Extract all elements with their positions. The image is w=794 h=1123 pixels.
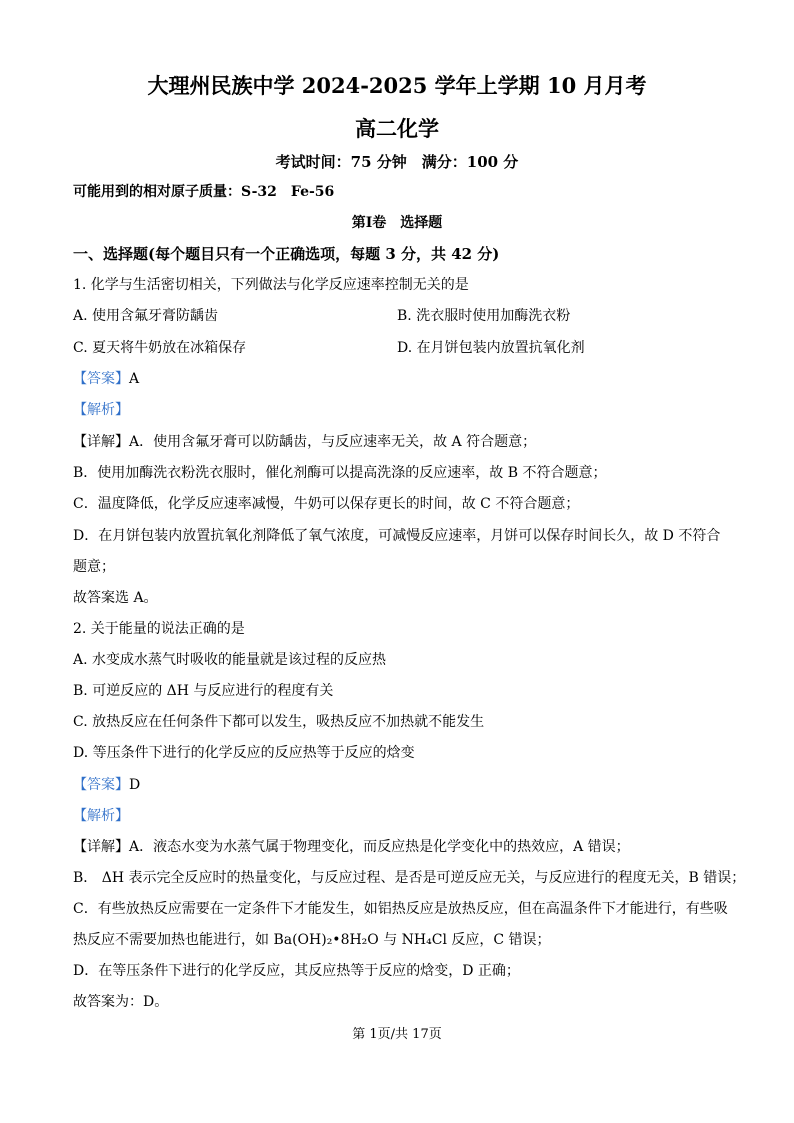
volume-title: 第Ⅰ卷 选择题: [351, 215, 443, 231]
q1-detail-d-line1: D．在月饼包装内放置抗氧化剂降低了氧气浓度，可减慢反应速率，月饼可以保存时间长久，故 D 不符合: [73, 528, 721, 544]
exam-info: 考试时间：75 分钟 满分：100 分: [275, 153, 519, 171]
q2-detail-c-line1: C．有些放热反应需要在一定条件下才能发生，如铝热反应是放热反应，但在高温条件下才能进行，有些吸: [73, 901, 728, 917]
q2-option-b: B. 可逆反应的 ΔH 与反应进行的程度有关: [73, 683, 334, 699]
detail-text: A．使用含氟牙膏可以防龋齿，与反应速率无关，故 A 符合题意；: [129, 434, 537, 450]
subject-title: 高二化学: [355, 116, 439, 141]
detail-tag: 【详解】: [73, 434, 129, 450]
q2-answer: [73, 775, 140, 795]
q1-option-b: B. 洗衣服时使用加酶洗衣粉: [397, 308, 571, 324]
page-footer: 第 1页/共 17页: [352, 1027, 442, 1042]
q1-stem: 1. 化学与生活密切相关，下列做法与化学反应速率控制无关的是: [73, 277, 469, 293]
q2-option-a: A. 水变成水蒸气时吸收的能量就是该过程的反应热: [73, 652, 387, 668]
q2-option-c: C. 放热反应在任何条件下都可以发生，吸热反应不加热就不能发生: [73, 714, 485, 730]
q2-detail-b: B． ΔH 表示完全反应时的热量变化，与反应过程、是否是可逆反应无关，与反应进行的程度无关，B 错误；: [73, 870, 746, 886]
detail-text: A．液态水变为水蒸气属于物理变化，而反应热是化学变化中的热效应，A 错误；: [129, 839, 630, 855]
section-title: 一、选择题(每个题目只有一个正确选项，每题 3 分，共 42 分): [73, 245, 500, 263]
q2-detail-a: [73, 837, 630, 857]
q1-detail-b: B．使用加酶洗衣粉洗衣服时，催化剂酶可以提高洗涤的反应速率，故 B 不符合题意；: [73, 465, 607, 481]
q1-conclusion: 故答案选 A。: [73, 590, 158, 606]
answer-value: D: [129, 777, 141, 793]
q1-answer: [73, 369, 139, 389]
answer-tag: 【答案】: [73, 371, 129, 387]
q2-stem: 2. 关于能量的说法正确的是: [73, 621, 245, 637]
answer-value: A: [129, 371, 140, 387]
q1-detail-d-line2: 题意；: [73, 559, 115, 575]
q1-detail-a: [73, 432, 536, 452]
answer-tag: 【答案】: [73, 777, 129, 793]
q2-option-d: D. 等压条件下进行的化学反应的反应热等于反应的焓变: [73, 745, 415, 761]
q1-option-a: A. 使用含氟牙膏防龋齿: [73, 308, 219, 324]
q1-option-d: D. 在月饼包装内放置抗氧化剂: [397, 340, 585, 356]
q2-analysis-tag: 【解析】: [73, 808, 129, 824]
detail-tag: 【详解】: [73, 839, 129, 855]
atomic-mass-note: 可能用到的相对原子质量：S-32 Fe-56: [73, 184, 335, 200]
q1-option-c: C. 夏天将牛奶放在冰箱保存: [73, 340, 247, 356]
q2-conclusion: 故答案为：D。: [73, 994, 169, 1010]
exam-title: 大理州民族中学 2024-2025 学年上学期 10 月月考: [147, 73, 647, 98]
q1-analysis-tag: 【解析】: [73, 402, 129, 418]
q2-detail-c-line2: 热反应不需要加热也能进行，如 Ba(OH)₂•8H₂O 与 NH₄Cl 反应，C 错误；: [73, 932, 551, 948]
q2-detail-d: D．在等压条件下进行的化学反应，其反应热等于反应的焓变，D 正确；: [73, 963, 520, 979]
q1-detail-c: C．温度降低，化学反应速率减慢，牛奶可以保存更长的时间，故 C 不符合题意；: [73, 496, 580, 512]
